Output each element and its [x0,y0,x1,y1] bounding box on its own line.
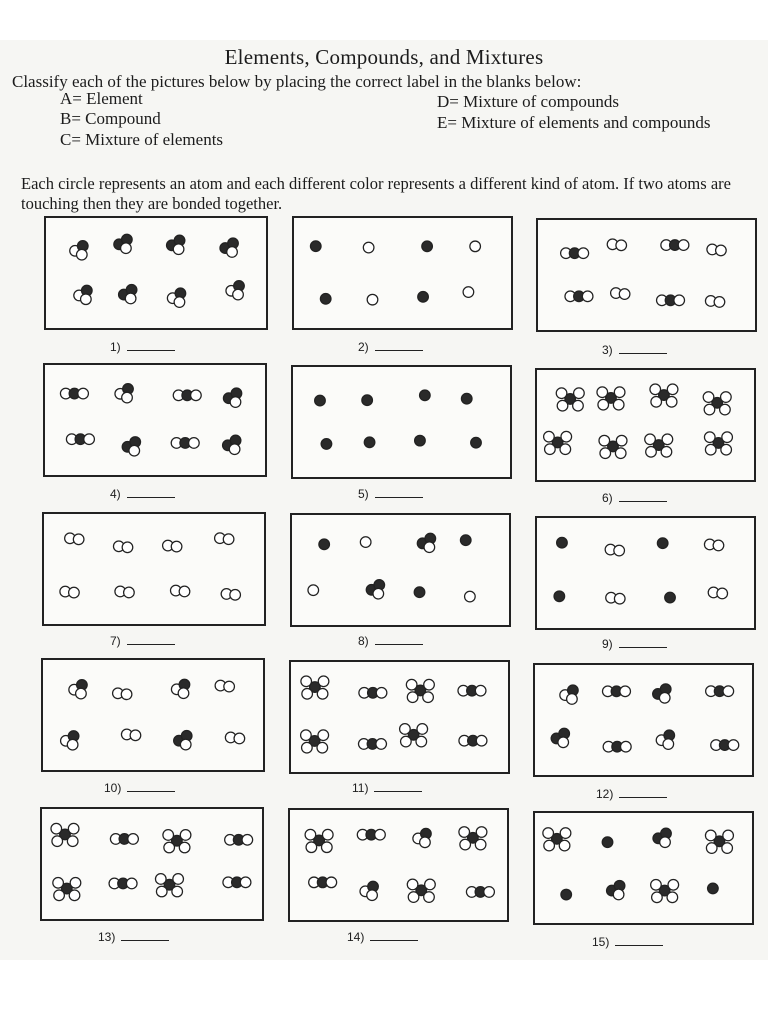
picture-number: 6) [602,491,613,505]
legend-mixture-elements: C= Mixture of elements [60,130,224,149]
light-atom [121,689,132,700]
atom-diagram [293,367,510,477]
light-atom [704,432,715,443]
light-atom [69,890,80,901]
atom-diagram [538,220,755,330]
light-atom [318,676,329,687]
blank-line[interactable] [127,487,175,498]
light-atom [476,827,487,838]
picture-panel [533,663,754,777]
light-atom [722,843,733,854]
picture-number: 12) [596,787,614,801]
picture-panel [291,365,512,479]
light-atom [129,445,140,456]
picture-panel [43,363,267,477]
blank-line[interactable] [619,343,667,354]
dark-atom [554,591,565,602]
light-atom [650,384,661,395]
light-atom [475,685,486,696]
answer-blank[interactable] [110,487,175,501]
light-atom [616,435,627,446]
dark-atom [708,883,719,894]
answer-blank[interactable] [358,634,423,648]
light-atom [128,834,139,845]
picture-number: 3) [602,343,613,357]
atom-diagram [291,662,508,772]
light-atom [223,534,234,545]
light-atom [722,432,733,443]
atom-note: Each circle represents an atom and each different color represents a different kind of atom. If two atoms are touching then they are bonded together. [21,174,731,213]
dark-atom [415,435,426,446]
dark-atom [471,437,482,448]
light-atom [126,878,137,889]
light-atom [705,830,716,841]
blank-line[interactable] [615,935,663,946]
blank-line[interactable] [127,340,175,351]
atom-diagram [537,370,754,480]
picture-number: 14) [347,930,365,944]
light-atom [723,830,734,841]
dark-atom [461,393,472,404]
light-atom [306,842,317,853]
light-atom [660,837,671,848]
picture-panel [536,218,757,332]
light-atom [465,591,476,602]
light-atom [476,735,487,746]
light-atom [723,686,734,697]
light-atom [373,588,384,599]
light-atom [613,889,624,900]
picture-number: 5) [358,487,369,501]
light-atom [721,444,732,455]
light-atom [417,724,428,735]
answer-blank[interactable] [602,637,667,651]
light-atom [557,400,568,411]
atom-diagram [535,813,752,923]
light-atom [721,392,732,403]
light-atom [67,739,78,750]
picture-number: 1) [110,340,121,354]
light-atom [667,384,678,395]
light-atom [651,879,662,890]
light-atom [191,390,202,401]
light-atom [376,739,387,750]
picture-panel [41,658,265,772]
dark-atom [321,439,332,450]
light-atom [171,541,182,552]
dark-atom [320,293,331,304]
picture-number: 15) [592,935,610,949]
light-atom [67,836,78,847]
light-atom [559,840,570,851]
picture-number: 7) [110,634,121,648]
dark-atom [422,241,433,252]
legend-element: A= Element [60,89,143,108]
dark-atom [364,437,375,448]
light-atom [318,730,329,741]
picture-panel [42,512,266,626]
picture-number: 13) [98,930,116,944]
picture-panel [40,807,264,921]
blank-line[interactable] [374,781,422,792]
blank-line[interactable] [370,930,418,941]
answer-blank[interactable] [358,340,423,354]
light-atom [178,688,189,699]
light-atom [124,587,135,598]
light-atom [408,892,419,903]
light-atom [420,837,431,848]
light-atom [544,431,555,442]
light-atom [543,828,554,839]
light-atom [76,688,87,699]
light-atom [69,587,80,598]
dark-atom [315,395,326,406]
light-atom [662,434,673,445]
dark-atom [414,587,425,598]
blank-line[interactable] [127,634,175,645]
blank-line[interactable] [375,340,423,351]
picture-panel [535,368,756,482]
light-atom [233,289,244,300]
picture-panel [288,808,509,922]
blank-line[interactable] [619,787,667,798]
answer-blank[interactable] [110,340,175,354]
atom-diagram [294,218,511,328]
dark-atom [602,837,613,848]
light-atom [599,435,610,446]
light-atom [363,242,374,253]
light-atom [728,740,739,751]
light-atom [163,830,174,841]
dark-atom [657,538,668,549]
light-atom [407,879,418,890]
picture-panel [292,216,513,330]
light-atom [666,397,677,408]
light-atom [619,289,630,300]
blank-line[interactable] [127,781,175,792]
light-atom [189,438,200,449]
light-atom [179,586,190,597]
legend-compound: B= Compound [60,109,161,128]
answer-blank[interactable] [110,634,175,648]
light-atom [172,886,183,897]
light-atom [651,397,662,408]
atom-diagram [44,514,264,624]
light-atom [367,890,378,901]
light-atom [598,399,609,410]
light-atom [597,387,608,398]
light-atom [573,400,584,411]
light-atom [475,839,486,850]
light-atom [52,836,63,847]
light-atom [322,829,333,840]
light-atom [130,730,141,741]
answer-blank[interactable] [98,930,169,944]
light-atom [155,874,166,885]
dark-atom [665,592,676,603]
light-atom [582,291,593,302]
dark-atom [460,535,471,546]
light-atom [179,842,190,853]
light-atom [51,823,62,834]
legend-mixture-elements-compounds: E= Mixture of elements and compounds [437,113,711,132]
light-atom [424,679,435,690]
light-atom [401,736,412,747]
light-atom [645,434,656,445]
light-atom [122,392,133,403]
light-atom [180,830,191,841]
light-atom [424,892,435,903]
light-atom [720,404,731,415]
light-atom [423,692,434,703]
light-atom [406,679,417,690]
answer-blank[interactable] [358,487,423,501]
light-atom [302,742,313,753]
picture-number: 10) [104,781,122,795]
light-atom [470,241,481,252]
light-atom [616,240,627,251]
light-atom [84,434,95,445]
light-atom [302,689,313,700]
picture-panel [289,660,510,774]
light-atom [54,890,65,901]
light-atom [242,834,253,845]
light-atom [578,248,589,259]
light-atom [230,397,241,408]
light-atom [322,842,333,853]
light-atom [460,839,471,850]
dark-atom [557,537,568,548]
light-atom [544,840,555,851]
light-atom [125,293,136,304]
dark-atom [319,539,330,550]
dark-atom [310,241,321,252]
light-atom [425,879,436,890]
light-atom [646,447,657,458]
light-atom [663,739,674,750]
picture-number: 2) [358,340,369,354]
light-atom [76,249,87,260]
atom-diagram [290,810,507,920]
light-atom [703,392,714,403]
light-atom [704,404,715,415]
light-atom [705,444,716,455]
light-atom [70,878,81,889]
light-atom [367,294,378,305]
light-atom [614,387,625,398]
blank-line[interactable] [619,491,667,502]
answer-blank[interactable] [592,935,663,949]
light-atom [224,681,235,692]
light-atom [713,540,724,551]
atom-diagram [42,809,262,919]
light-atom [714,297,725,308]
light-atom [717,588,728,599]
light-atom [317,689,328,700]
light-atom [400,724,411,735]
page-title: Elements, Compounds, and Mixtures [224,45,544,69]
light-atom [360,537,371,548]
light-atom [308,585,319,596]
light-atom [545,444,556,455]
light-atom [122,542,133,553]
atom-diagram [535,665,752,775]
dark-atom [362,395,373,406]
light-atom [614,593,625,604]
dark-atom [420,390,431,401]
answer-blank[interactable] [602,343,667,357]
light-atom [652,892,663,903]
light-atom [375,829,386,840]
answer-blank[interactable] [104,781,175,795]
light-atom [620,686,631,697]
light-atom [567,694,578,705]
light-atom [173,244,184,255]
light-atom [68,823,79,834]
light-atom [667,892,678,903]
light-atom [376,687,387,698]
light-atom [614,545,625,556]
light-atom [661,447,672,458]
light-atom [156,886,167,897]
light-atom [600,448,611,459]
instructions: Classify each of the pictures below by placing the correct label in the blanks below: [12,72,582,91]
light-atom [716,245,727,256]
light-atom [301,676,312,687]
light-atom [317,742,328,753]
picture-number: 9) [602,637,613,651]
blank-line[interactable] [121,930,169,941]
answer-blank[interactable] [347,930,418,944]
light-atom [560,828,571,839]
picture-panel [533,811,754,925]
dark-atom [418,292,429,303]
blank-line[interactable] [619,637,667,648]
light-atom [459,827,470,838]
light-atom [561,431,572,442]
light-atom [305,829,316,840]
picture-panel [290,513,511,627]
dark-atom [561,889,572,900]
light-atom [230,590,241,601]
light-atom [53,878,64,889]
light-atom [424,542,435,553]
answer-blank[interactable] [602,491,667,505]
light-atom [180,739,191,750]
light-atom [556,388,567,399]
atom-diagram [43,660,263,770]
light-atom [615,448,626,459]
light-atom [613,399,624,410]
light-atom [574,388,585,399]
light-atom [484,887,495,898]
picture-number: 4) [110,487,121,501]
light-atom [407,692,418,703]
picture-panel [44,216,268,330]
atom-diagram [537,518,754,628]
light-atom [706,843,717,854]
light-atom [416,736,427,747]
atom-diagram [46,218,266,328]
light-atom [81,294,92,305]
answer-blank[interactable] [352,781,422,795]
atom-diagram [45,365,265,475]
light-atom [121,243,132,254]
light-atom [560,444,571,455]
light-atom [174,297,185,308]
picture-number: 11) [352,781,369,795]
light-atom [674,295,685,306]
light-atom [164,842,175,853]
light-atom [621,741,632,752]
light-atom [229,444,240,455]
light-atom [240,877,251,888]
answer-blank[interactable] [596,787,667,801]
picture-panel [535,516,756,630]
light-atom [301,730,312,741]
picture-number: 8) [358,634,369,648]
light-atom [678,240,689,251]
light-atom [227,247,238,258]
light-atom [463,287,474,298]
legend-mixture-compounds: D= Mixture of compounds [437,92,619,111]
light-atom [234,733,245,744]
light-atom [73,534,84,545]
light-atom [326,877,337,888]
light-atom [668,879,679,890]
blank-line[interactable] [375,634,423,645]
light-atom [558,737,569,748]
light-atom [78,388,89,399]
light-atom [173,874,184,885]
atom-diagram [292,515,509,625]
blank-line[interactable] [375,487,423,498]
light-atom [659,693,670,704]
